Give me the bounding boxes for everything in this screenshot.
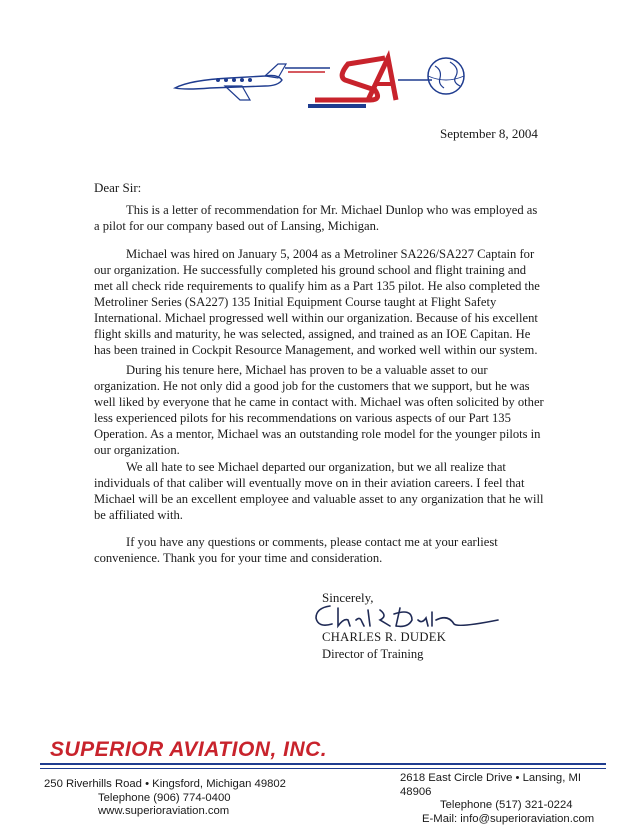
kingsford-phone: Telephone (906) 774-0400 [98, 791, 231, 804]
body-paragraph: This is a letter of recommendation for Mr. Michael Dunlop who was employed as a pilot for our company based out of Lansing, Michigan. [94, 203, 538, 233]
body-paragraph: Michael was hired on January 5, 2004 as a Metroliner SA226/SA227 Captain for our organization. He successfully completed his ground school and flight training and met all check ride requirements to qualify him as a Part 135 pilot. He also completed the Metroliner Series (SA227) 135 Initial Equipment Course taught at Flight Safety International. Michael progressed well within our organization. Because of his excellent flight skills and maturity, he was selected, assigned, and trained as an IOE Capitan. He has been trained in Cockpit Resource Management, and worked well within our system. [94, 247, 540, 357]
footer-lansing-office [400, 772, 610, 826]
salutation: Dear Sir: [94, 180, 142, 195]
signer-title: Director of Training [322, 647, 424, 661]
closing: Sincerely, [322, 590, 374, 605]
company-name: SUPERIOR AVIATION, INC. [50, 738, 328, 761]
lansing-address: 2618 East Circle Drive • Lansing, MI 48906 [400, 772, 582, 798]
handwritten-signature [308, 598, 508, 634]
body-paragraph: During his tenure here, Michael has proven to be a valuable asset to our organization. He not only did a good job for the customers that we support, but he was well liked by everyone that he came in contact with. Michael was often solicited by other less experienced pilots for his recommendations on various aspects of our Part 135 Operation. As a mentor, Michael was an outstanding role model for the younger pilots in our organization. [94, 363, 544, 457]
lansing-phone: Telephone (517) 321-0224 [440, 799, 573, 811]
email-link[interactable]: E-Mail: info@superioraviation.com [422, 812, 595, 825]
letterhead-logo [170, 50, 470, 110]
sa-monogram [308, 58, 396, 106]
footer-rule [40, 763, 606, 765]
body-paragraph: If you have any questions or comments, please contact me at your earliest convenience. Thank you for your time and consideration. [94, 535, 498, 565]
body-paragraph: We all hate to see Michael departed our organization, but we all realize that individuals of that caliber will eventually move on in their aviation careers. I feel that Michael will be an excellent employee and valuable asset to any organization that he will be affiliated with. [94, 460, 544, 522]
globe-icon [428, 58, 464, 94]
signer-name: CHARLES R. DUDEK [322, 630, 447, 644]
footer-rule [40, 768, 606, 769]
website-link[interactable]: www.superioraviation.com [98, 805, 230, 817]
airplane-icon [175, 64, 286, 100]
footer-kingsford-office [44, 778, 314, 819]
letter-date: September 8, 2004 [440, 126, 538, 141]
kingsford-address: 250 Riverhills Road • Kingsford, Michigan 49802 [44, 778, 286, 790]
